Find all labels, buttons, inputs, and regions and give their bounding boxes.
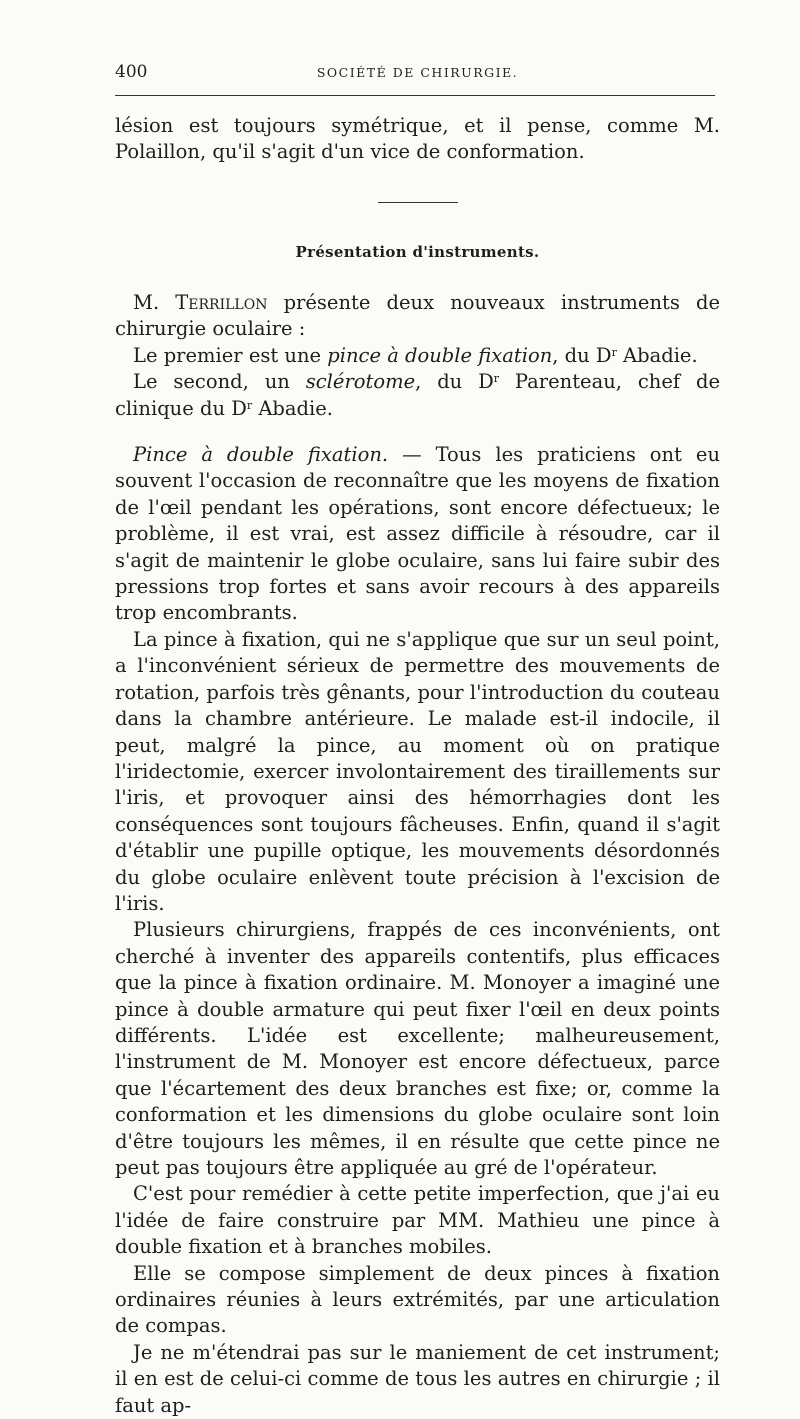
header-rule: [115, 95, 715, 96]
section-title: Présentation d'instruments.: [295, 243, 540, 261]
carryover-paragraph: lésion est toujours symétrique, et il pense, comme M. Polaillon, qu'il s'agit d'un vice de conformation.: [115, 114, 720, 164]
second-instrument-line: Le second, un sclérotome, du $D^r$ Parenteau, chef de clinique du $D^r$ Abadie.: [115, 370, 721, 420]
paragraph-gap: [115, 422, 720, 442]
running-title: SOCIÉTÉ DE CHIRURGIE.: [316, 65, 519, 80]
instrument-name: pince à double fixation: [327, 343, 553, 367]
main-text: [115, 290, 720, 1419]
running-head: [115, 62, 720, 86]
body-paragraph: Plusieurs chirurgiens, frappés de ces inconvénients, ont cherché à inventer des appareils contentifs, plus efficaces que la pince à fixation ordinaire. M. Monoyer a imaginé une pince à double armature qui peut fixer l'œil en deux points différents. L'idée est excellente; malheureusement, l'instrument de M. Monoyer est encore défectueux, parce que l'écartement des deux branches est fixe; or, comme la conformation et les dimensions du globe oculaire sont loin d'être toujours les mêmes, il en résulte que cette pince ne peut pas toujours être appliquée au gré de l'opérateur.: [115, 918, 720, 1179]
body-paragraph: La pince à fixation, qui ne s'applique que sur un seul point, a l'inconvénient sérieux de permettre des mouvements de rotation, parfois très gênants, pour l'introduction du couteau dans la chambre antérieure. Le malade est-il indocile, il peut, malgré la pince, au moment où on pratique l'iridectomie, exercer involontairement des tiraillements sur l'iris, et provoquer ainsi des hémorrhagies dont les conséquences sont toujours fâcheuses. Enfin, quand il s'agit d'établir une pupille optique, les mouvements désordonnés du globe oculaire enlèvent toute précision à l'excision de l'iris.: [115, 627, 720, 915]
page-number: 400: [115, 62, 148, 82]
section-separator: [378, 202, 458, 203]
body-paragraph: C'est pour remédier à cette petite imperfection, que j'ai eu l'idée de faire construire par MM. Mathieu une pince à double fixation et à branches mobiles.: [115, 1182, 720, 1259]
instrument-name: sclérotome: [305, 370, 416, 394]
pince-paragraph: Pince à double fixation. — Tous les praticiens ont eu souvent l'occasion de reconnaître que les moyens de fixation de l'œil pendant les opérations, sont encore défectueux; le problème, il est vrai, est assez difficile à résoudre, car il s'agit de maintenir le globe oculaire, sans lui faire subir des pressions trop fortes et sans avoir recours à des appareils trop encombrants.: [115, 443, 720, 625]
intro-paragraph: M. Terrillon présente deux nouveaux instruments de chirurgie oculaire :: [115, 291, 720, 341]
carryover-text: [115, 113, 720, 166]
paragraph-heading: Pince à double fixation.: [133, 443, 389, 467]
author-name: Terrillon: [175, 291, 268, 314]
body-paragraph: Je ne m'étendrai pas sur le maniement de cet instrument; il en est de celui-ci comme de tous les autres en chirurgie ; il faut ap-: [115, 1340, 720, 1417]
body-paragraph: Elle se compose simplement de deux pinces à fixation ordinaires réunies à leurs extrémités, par une articulation de compas.: [115, 1261, 720, 1338]
first-instrument-line: Le premier est une pince à double fixation, du $D^r$ Abadie.: [133, 343, 698, 367]
